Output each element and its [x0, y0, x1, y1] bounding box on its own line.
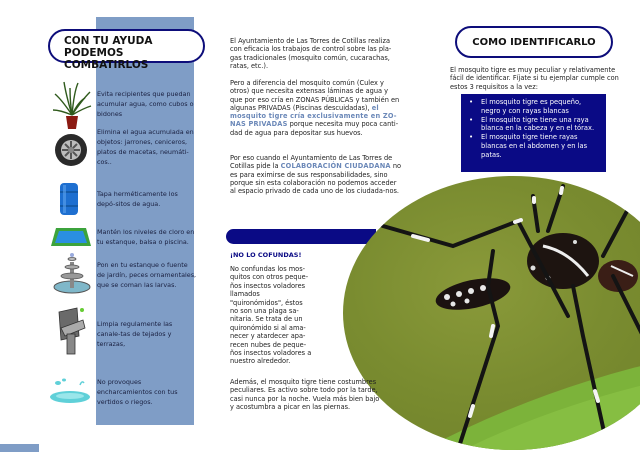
difference-text-end: porque necesita muy poca canti-dad de agua para depositar sus huevos. — [230, 120, 399, 137]
tip-fish: Pon en tu estanque o fuente de jardín, peces ornamentales, que se coman las larvas. — [97, 261, 197, 289]
identify-intro: El mosquito tigre es muy peculiar y relativamente fácil de identificar. Fíjate si tu ejemplar cumple con estos 3 requisitos a la vez: — [450, 66, 619, 91]
difference-text-start: Pero a diferencia del mosquito común (Culex y otros) que necesita extensas láminas de agua y que por eso cría en ZONAS PÚBLICAS y también en algunas PRIVADAS (Piscinas descuidadas), — [230, 79, 400, 112]
barrel-icon — [59, 182, 79, 220]
collab-text-start: Por eso cuando el Ayuntamiento de Las Torres de Cotillas pide la — [230, 154, 393, 171]
identify-title-text: COMO IDENTIFICARLO — [472, 36, 596, 48]
tip-puddles: No provoques encharcamientos con tus vertidos o riegos. — [97, 378, 178, 406]
title-line-1: CON TU AYUDA — [64, 35, 153, 47]
requirements-box — [461, 94, 606, 172]
page-footer-bar — [0, 444, 39, 452]
section-title-identify — [455, 26, 613, 58]
tire-icon — [54, 133, 88, 171]
tip-containers: Evita recipientes que puedan acumular agua, como cubos o bidones — [97, 90, 194, 118]
warning-title: ¡NO LO COFUNDAS! — [230, 251, 302, 259]
tip-seal-tanks: Tapa herméticamente los depó-sitos de agua. — [97, 190, 178, 208]
gutter-icon — [55, 306, 87, 360]
requirement-item: • El mosquito tigre tiene rayas blancas en el abdomen y en las patas. — [467, 133, 600, 159]
citizen-collaboration-highlight: COLABORACIÓN CIUDADANA — [280, 162, 391, 171]
tips-panel-background — [96, 17, 194, 425]
difference-paragraph — [230, 79, 402, 137]
puddle-icon — [46, 375, 92, 409]
pool-icon — [50, 226, 92, 252]
intro-paragraph: El Ayuntamiento de Las Torres de Cotillas realiza con eficacia los trabajos de control sobre las pla-gas tradicionales (mosquito común, cucarachas, ratas, etc.). — [230, 37, 392, 70]
tip-gutters: Limpia regulamente las canale-tas de tejados y terrazas, — [97, 320, 173, 348]
collab-text-end: no es para eximirse de sus responsabilidades, sino porque sin esta colaboración no podemos acceder al espacio privado de cada uno de los ciudada-nos. — [230, 162, 402, 196]
title-line-2: PODEMOS COMBATIRLOS — [64, 47, 149, 71]
tiger-mosquito-photo — [343, 176, 640, 450]
tiger-private-highlight: el mosquito tigre cría exclusivamente en ZO-NAS PRIVADAS — [230, 103, 397, 129]
chironomid-paragraph: No confundas los mos-quitos con otros peque-ños insectos voladores llamados "quironómidos", éstos no son una plaga sa-nitaria. Se trata de un quironómido si al ama-necer y atardecer apa-recen nubes de peque-ños insectos voladores a nuestro alrededor. — [230, 265, 312, 366]
fountain-icon — [52, 252, 92, 298]
tip-standing-water: Elimina el agua acumulada en objetos: jarrones, ceniceros, platos de macetas, neumáti-cos.. — [97, 128, 194, 166]
section-title-combat — [48, 29, 205, 71]
requirements-list — [467, 98, 600, 159]
requirement-item: • El mosquito tigre es pequeño, negro y con rayas blancas — [467, 98, 600, 115]
plant-pot-icon — [52, 80, 92, 134]
habits-paragraph: Además, el mosquito tigre tiene costumbres peculiares. Es activo sobre todo por la tarde, casi nunca por la noche. Vuela más bien bajo y acostumbra a picar en las piernas. — [230, 378, 380, 412]
requirement-item: • El mosquito tigre tiene una raya blanca en la cabeza y en el tórax. — [467, 116, 600, 133]
tip-chlorine: Mantén los niveles de cloro en tu estanque, balsa o piscina. — [97, 228, 195, 246]
